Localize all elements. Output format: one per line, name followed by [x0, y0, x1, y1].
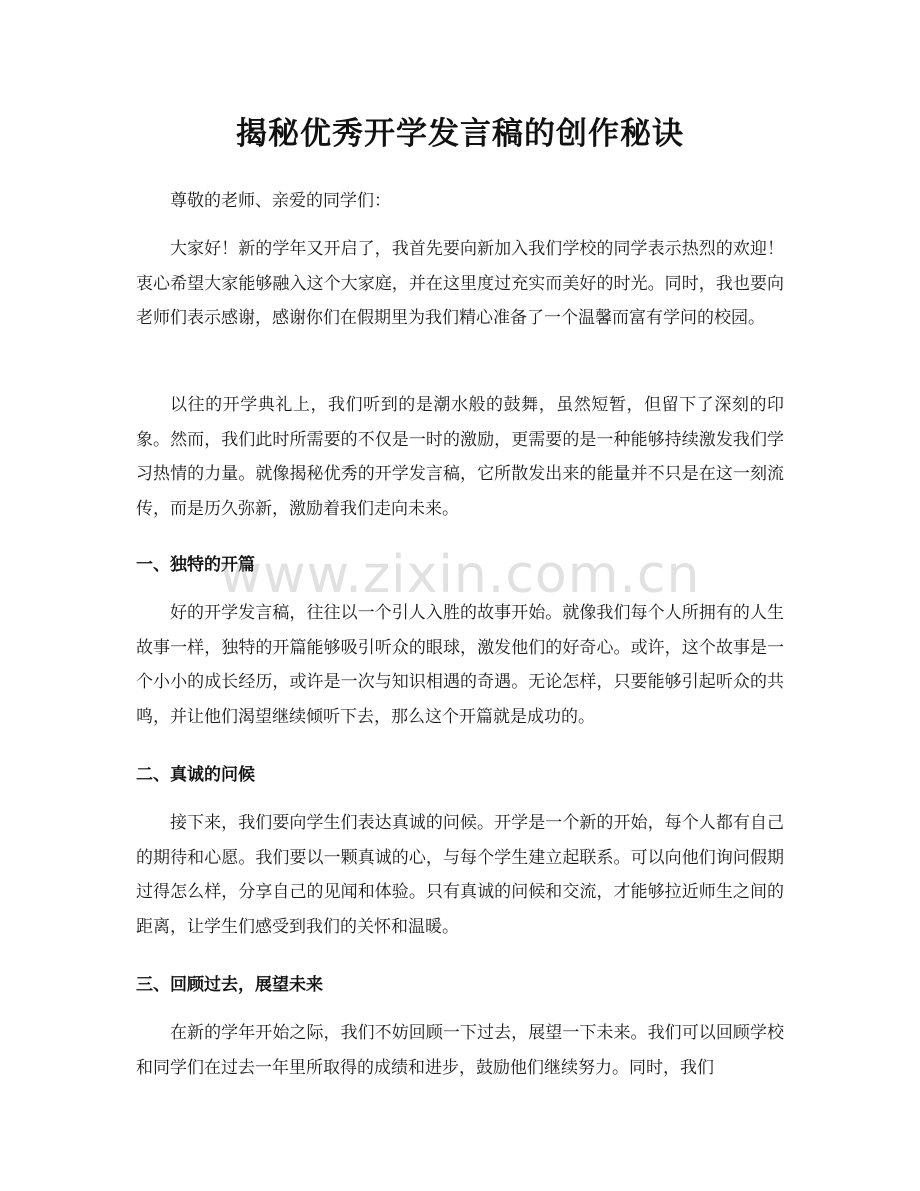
intro-paragraph-2: 以往的开学典礼上，我们听到的是潮水般的鼓舞，虽然短暂，但留下了深刻的印象。然而，我们此时所需要的不仅是一时的激励，更需要的是一种能够持续激发我们学习热情的力量。就像揭秘优秀的开学发言稿，它所散发出来的能量并不只是在这一刻流传，而是历久弥新，激励着我们走向未来。	[136, 395, 784, 519]
section-heading-1: 一、独特的开篇	[136, 555, 255, 575]
section-heading-2: 二、真诚的问候	[136, 765, 255, 785]
section-paragraph-1: 好的开学发言稿，往往以一个引人入胜的故事开始。就像我们每个人所拥有的人生故事一样，独特的开篇能够吸引听众的眼球，激发他们的好奇心。或许，这个故事是一个小小的成长经历，或许是一次与知识相遇的奇遇。无论怎样，只要能够引起听众的共鸣，并让他们渴望继续倾听下去，那么这个开篇就是成功的。	[136, 603, 784, 727]
section-heading-3: 三、回顾过去，展望未来	[136, 975, 323, 995]
watermark: www.zixin.com.cn	[219, 545, 701, 605]
salutation: 尊敬的老师、亲爱的同学们：	[170, 191, 391, 211]
section-paragraph-2: 接下来，我们要向学生们表达真诚的问候。开学是一个新的开始，每个人都有自己的期待和心愿。我们要以一颗真诚的心，与每个学生建立起联系。可以向他们询问假期过得怎么样，分享自己的见闻和体验。只有真诚的问候和交流，才能够拉近师生之间的距离，让学生们感受到我们的关怀和温暖。	[136, 813, 784, 937]
section-paragraph-3: 在新的学年开始之际，我们不妨回顾一下过去，展望一下未来。我们可以回顾学校和同学们在过去一年里所取得的成绩和进步，鼓励他们继续努力。同时，我们	[136, 1023, 784, 1078]
page-title: 揭秘优秀开学发言稿的创作秘诀	[236, 116, 684, 152]
intro-paragraph-1: 大家好！新的学年又开启了，我首先要向新加入我们学校的同学表示热烈的欢迎！衷心希望大家能够融入这个大家庭，并在这里度过充实而美好的时光。同时，我也要向老师们表示感谢，感谢你们在假期里为我们精心准备了一个温馨而富有学问的校园。	[136, 239, 784, 328]
